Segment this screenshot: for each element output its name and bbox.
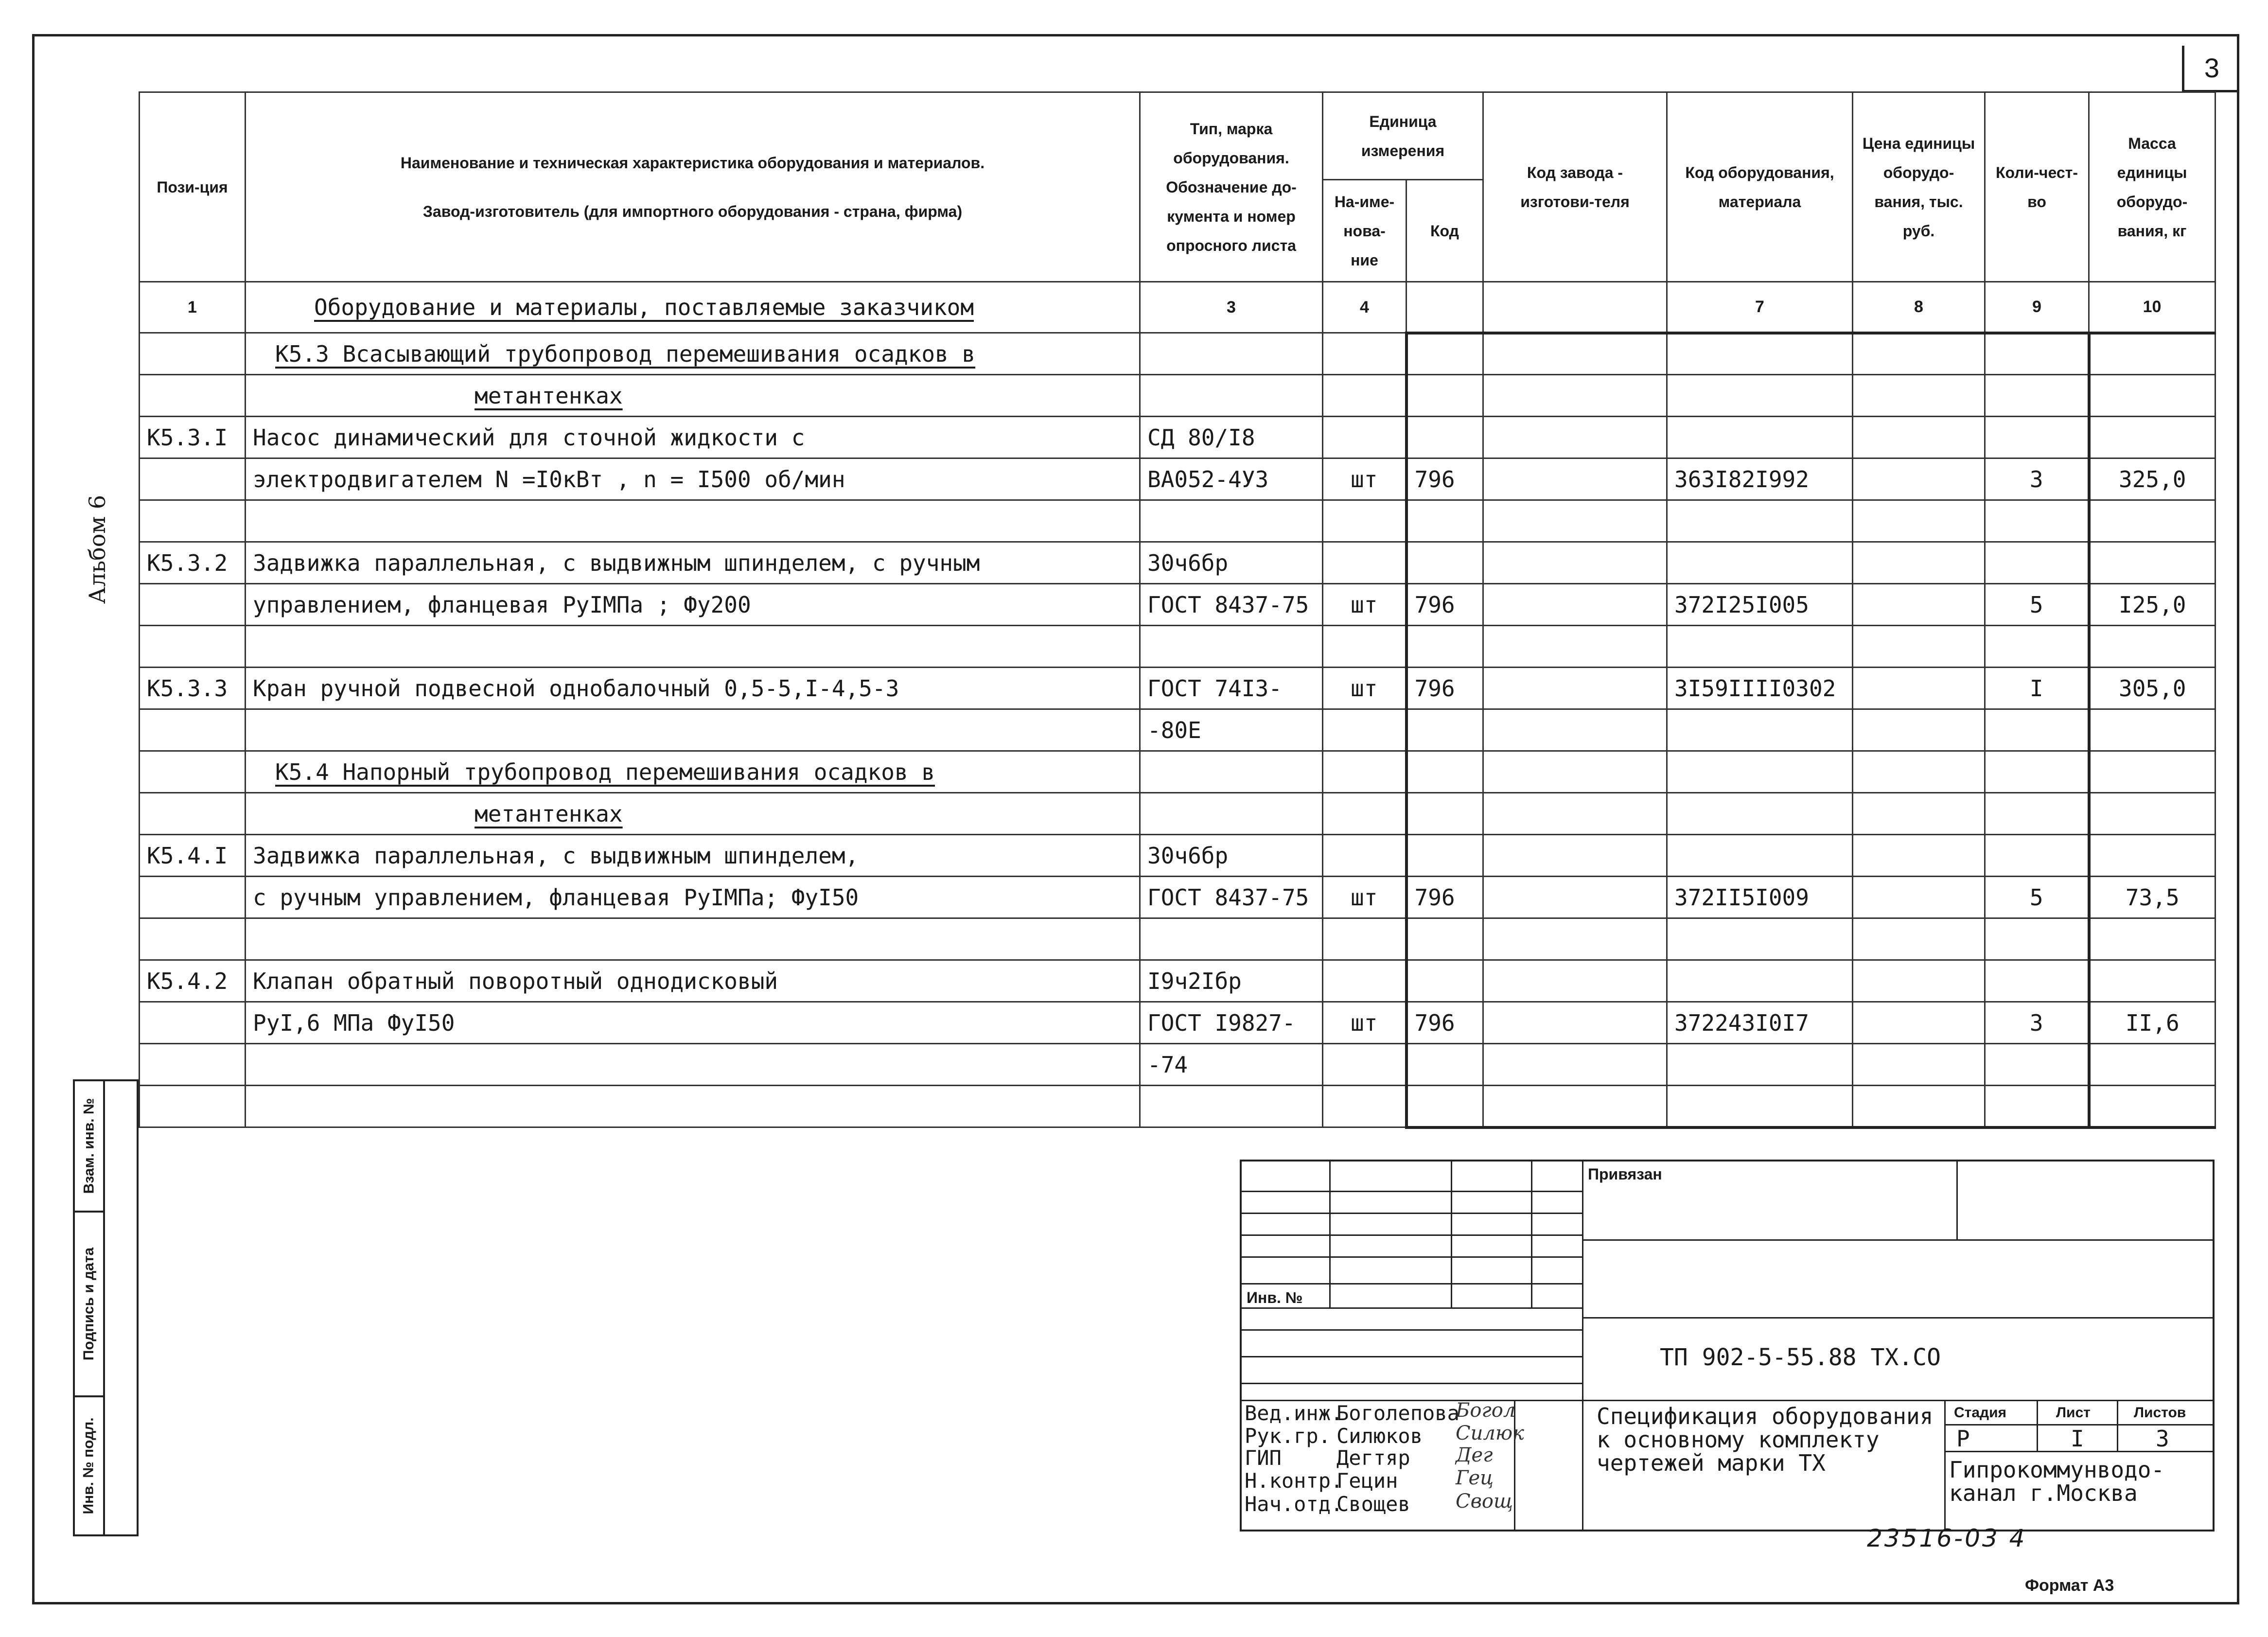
signer-name: Дегтяр [1336, 1446, 1410, 1470]
signer-role: Рук.гр. [1245, 1424, 1331, 1448]
item-name: К5.4 Напорный трубопровод перемешивания осадков в [275, 758, 935, 785]
table-row [140, 584, 2215, 626]
table-row [140, 458, 2215, 500]
signer-role: Нач.отд. [1245, 1492, 1343, 1516]
stage-label: Стадия [1954, 1405, 2007, 1421]
signature: Дег [1456, 1444, 1493, 1466]
item-quantity: I [2029, 675, 2043, 702]
item-type: -80Е [1147, 717, 1201, 743]
hdr-name: Наименование и техническая характеристика оборудования и материалов. Завод-изготовитель (для импортного оборудования - страна, фирма) [246, 92, 1140, 282]
item-mass: I25,0 [2119, 591, 2186, 618]
sheets-value: 3 [2156, 1426, 2169, 1452]
doc-code: ТП 902-5-55.88 ТХ.СО [1660, 1344, 1941, 1371]
strip-exchange-inv: Взам. инв. № [75, 1081, 103, 1213]
item-type: ГОСТ 8437-75 [1147, 591, 1309, 618]
item-mass: 325,0 [2119, 466, 2186, 493]
item-equip-code: 372II5I009 [1674, 884, 1809, 911]
signature: Богол [1456, 1399, 1516, 1422]
signature: Гец [1456, 1467, 1494, 1489]
left-stamp-strip [73, 1079, 139, 1536]
item-name: управлением, фланцевая РуIМПа ; Фу200 [253, 591, 751, 618]
item-unit-code: 796 [1414, 884, 1455, 911]
column-number-row: 1 Оборудование и материалы, поставляемые заказчиком 3 4 7 8 9 10 [140, 282, 2215, 333]
privyazan-label: Привязан [1588, 1165, 1662, 1183]
item-type: ВА052-4У3 [1147, 466, 1269, 493]
organization: Гипрокоммунводо- канал г.Москва [1949, 1457, 2165, 1506]
item-position: К5.3.I [147, 424, 228, 451]
item-type: СД 80/I8 [1147, 424, 1255, 451]
table-row [140, 709, 2215, 751]
title-block [1240, 1160, 2215, 1531]
table-row [140, 417, 2215, 458]
table-row [140, 1002, 2215, 1044]
item-mass: 73,5 [2125, 884, 2180, 911]
item-mass: II,6 [2125, 1009, 2180, 1036]
album-label: Альбом 6 [84, 494, 111, 604]
item-unit: шт [1351, 1009, 1378, 1036]
item-quantity: 3 [2029, 466, 2043, 493]
table-row [140, 960, 2215, 1002]
hdr-mass: Масса единицы оборудо-вания, кг [2089, 92, 2215, 282]
hdr-factory-code: Код завода - изготови-теля [1483, 92, 1667, 282]
table-row [140, 835, 2215, 877]
item-name: Задвижка параллельная, с выдвижным шпинделем, с ручным [253, 549, 980, 576]
sheets-label: Листов [2134, 1405, 2186, 1421]
table-row [140, 668, 2215, 709]
item-position: К5.4.I [147, 842, 228, 869]
signer-role: Вед.инж. [1245, 1401, 1343, 1425]
hdr-unit-code: Код [1407, 180, 1483, 282]
hdr-price: Цена единицы оборудо-вания, тыс. руб. [1853, 92, 1985, 282]
format-label: Формат А3 [2025, 1576, 2114, 1595]
specification-table [139, 91, 2216, 1129]
table-row [140, 375, 2215, 417]
item-equip-code: 372I25I005 [1674, 591, 1809, 618]
item-name: метантенках [475, 382, 623, 409]
item-type: ГОСТ 74I3- [1147, 675, 1282, 702]
hdr-equip-code: Код оборудования, материала [1667, 92, 1853, 282]
item-quantity: 5 [2029, 591, 2043, 618]
item-name: Насос динамический для сточной жидкости с [253, 424, 805, 451]
section-title: Оборудование и материалы, поставляемые заказчиком [314, 294, 974, 320]
item-equip-code: 363I82I992 [1674, 466, 1809, 493]
inv-no-label: Инв. № [1247, 1289, 1303, 1306]
item-name: метантенках [475, 800, 623, 827]
item-quantity: 5 [2029, 884, 2043, 911]
table-row [140, 542, 2215, 584]
item-type: 30ч6бр [1147, 842, 1229, 869]
item-unit-code: 796 [1414, 466, 1455, 493]
item-unit-code: 796 [1414, 675, 1455, 702]
stage-value: Р [1956, 1426, 1970, 1452]
item-type: -74 [1147, 1051, 1188, 1078]
signature: Свощ [1456, 1490, 1513, 1513]
table-row [140, 333, 2215, 375]
signer-role: Н.контр. [1245, 1469, 1343, 1493]
signer-name: Гецин [1336, 1469, 1398, 1493]
item-name: электродвигателем N =I0кВт , n = I500 об/мин [253, 466, 845, 493]
strip-sign-date: Подпись и дата [75, 1213, 103, 1397]
strip-orig-inv: Инв. № подл. [81, 1417, 97, 1514]
item-mass: 305,0 [2119, 675, 2186, 702]
item-equip-code: 372243I0I7 [1674, 1009, 1809, 1036]
table-row [140, 1086, 2215, 1127]
item-type: ГОСТ I9827- [1147, 1009, 1296, 1036]
item-unit: шт [1351, 466, 1378, 493]
item-type: I9ч2Iбр [1147, 968, 1242, 994]
item-position: К5.3.3 [147, 675, 228, 702]
item-position: К5.4.2 [147, 968, 228, 994]
table-row [140, 1044, 2215, 1086]
item-name: Кран ручной подвесной однобалочный 0,5-5,I-4,5-3 [253, 675, 899, 702]
doc-title: Спецификация оборудования к основному комплекту чертежей марки ТХ [1597, 1403, 1934, 1476]
table-row [140, 918, 2215, 960]
item-unit: шт [1351, 591, 1378, 618]
hdr-unit-name: На-име-нова-ние [1323, 180, 1407, 282]
item-unit: шт [1351, 884, 1378, 911]
item-position: К5.3.2 [147, 549, 228, 576]
hdr-unit: Единица измерения [1323, 92, 1483, 180]
item-equip-code: 3I59IIII0302 [1674, 675, 1836, 702]
item-unit-code: 796 [1414, 591, 1455, 618]
table-row [140, 751, 2215, 793]
table-row [140, 626, 2215, 668]
item-unit-code: 796 [1414, 1009, 1455, 1036]
item-name: Клапан обратный поворотный однодисковый [253, 968, 778, 994]
item-type: ГОСТ 8437-75 [1147, 884, 1309, 911]
item-quantity: 3 [2029, 1009, 2043, 1036]
signer-role: ГИП [1245, 1446, 1282, 1470]
item-name: Задвижка параллельная, с выдвижным шпинделем, [253, 842, 859, 869]
signer-name: Боголепова [1336, 1401, 1459, 1425]
item-name: с ручным управлением, фланцевая РуIМПа; ФуI50 [253, 884, 859, 911]
hdr-pos: Пози-ция [140, 92, 246, 282]
hdr-qty: Коли-чест-во [1985, 92, 2089, 282]
sheet-label: Лист [2056, 1405, 2091, 1421]
table-row [140, 500, 2215, 542]
signature: Силюк [1456, 1422, 1524, 1444]
hdr-type: Тип, марка оборудования. Обозначение до-кумента и номер опросного листа [1140, 92, 1323, 282]
table-row [140, 793, 2215, 835]
sheet-number: 3 [2182, 46, 2239, 92]
signer-name: Свощев [1336, 1492, 1410, 1516]
item-name: РуI,6 МПа ФуI50 [253, 1009, 455, 1036]
table-row [140, 877, 2215, 918]
item-type: 30ч6бр [1147, 549, 1229, 576]
signer-name: Силюков [1336, 1424, 1423, 1448]
item-name: К5.3 Всасывающий трубопровод перемешивания осадков в [275, 340, 976, 367]
sheet-value: I [2071, 1426, 2084, 1452]
item-unit: шт [1351, 675, 1378, 702]
archive-number: 23516-03 4 [1867, 1524, 2027, 1552]
